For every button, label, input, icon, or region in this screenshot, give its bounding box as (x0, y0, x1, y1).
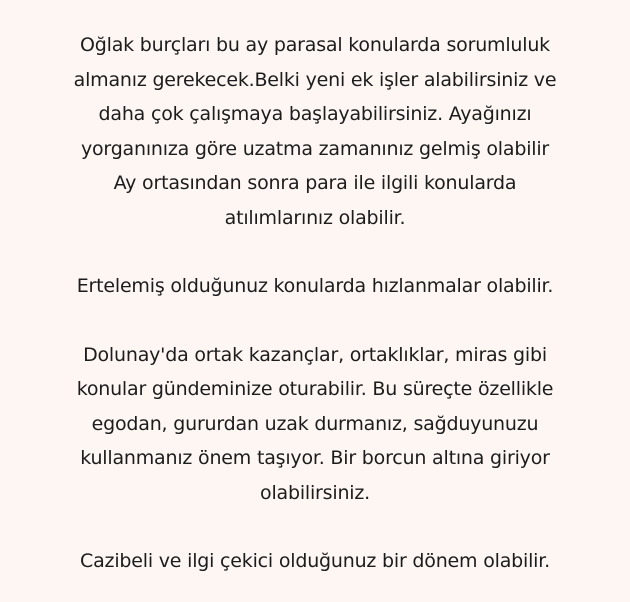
text-line: Cazibeli ve ilgi çekici olduğunuz bir dönem olabilir. (80, 550, 550, 572)
text-line: olabilirsiniz. (260, 481, 370, 504)
text-line: Dolunay'da ortak kazançlar, ortaklıklar, miras gibi (83, 343, 547, 366)
text-line: Ay ortasından sonra para ile ilgili konularda (113, 172, 517, 194)
text-line: kullanmanız önem taşıyor. Bir borcun altına giriyor (80, 447, 550, 469)
text-line: atılımlarınız olabilir. (224, 206, 406, 229)
paragraph-spacer (14, 510, 616, 544)
paragraph-monthly-finance (14, 28, 616, 235)
paragraph-spacer (14, 304, 616, 338)
text-line: almanız gerekecek.Belki yeni ek işler alabilirsiniz ve (73, 68, 557, 91)
paragraph-acceleration (14, 269, 616, 304)
paragraph-full-moon (14, 338, 616, 511)
text-line: yorganınıza göre uzatma zamanınız gelmiş olabilir (80, 137, 550, 160)
paragraph-attraction (14, 544, 616, 579)
text-line: egodan, gururdan uzak durmanız, sağduyunuzu (91, 412, 539, 435)
text-line: konular gündeminize oturabilir. Bu süreçte özellikle (76, 378, 554, 400)
text-line: Oğlak burçları bu ay parasal konularda sorumluluk (80, 34, 550, 56)
paragraph-spacer (14, 235, 616, 269)
text-line: Ertelemiş olduğunuz konularda hızlanmalar olabilir. (76, 275, 554, 297)
text-line: daha çok çalışmaya başlayabilirsiniz. Ayağınızı (98, 103, 532, 125)
